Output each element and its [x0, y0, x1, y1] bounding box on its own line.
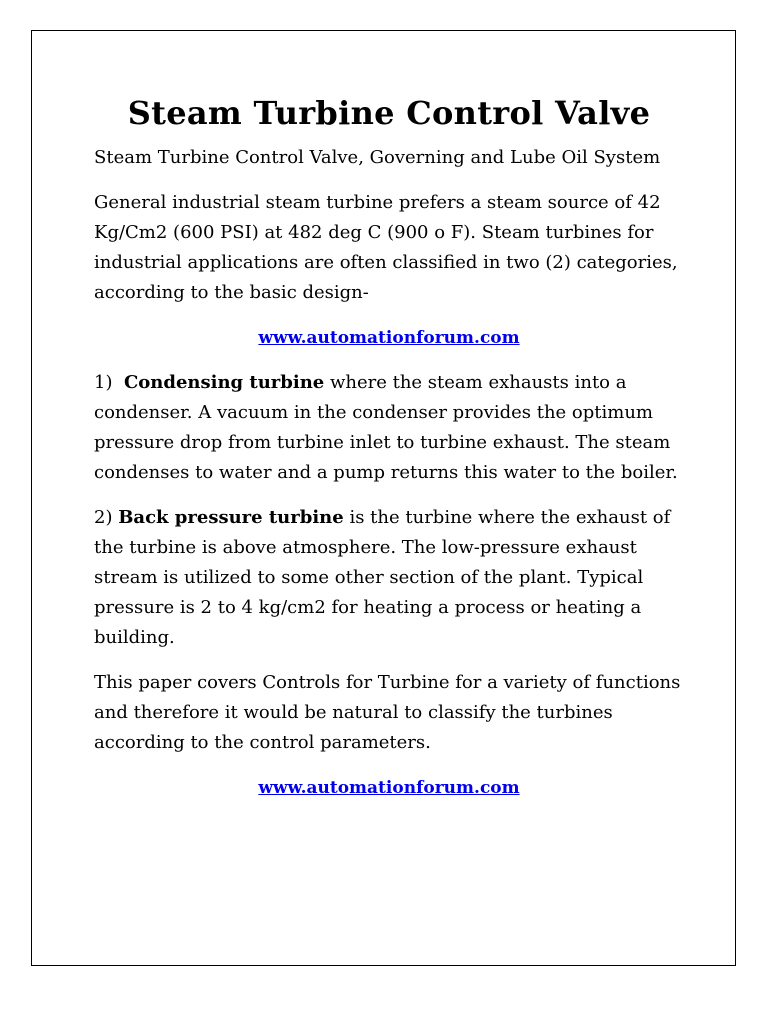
link-container [94, 323, 684, 353]
closing-paragraph: This paper covers Controls for Turbine for a variety of functions and therefore it would be natural to classify the turbines according to the control parameters. [94, 672, 681, 753]
condensing-turbine-text: where the steam exhausts into a condenser. A vacuum in the condenser provides the optimum pressure drop from turbine inlet to turbine exhaust. The steam condenses to water and a pump returns this water to the boiler. [94, 372, 678, 483]
term-condensing-turbine: Condensing turbine [123, 372, 325, 393]
intro-paragraph: General industrial steam turbine prefers a steam source of 42 Kg/Cm2 (600 PSI) at 482 deg C (900 o F). Steam turbines for industrial applications are often classified in two (2) categories, according to the basic design- [94, 192, 678, 303]
link-container-2 [94, 773, 684, 803]
item-number: 1) [94, 372, 113, 393]
automationforum-link-2[interactable]: www.automationforum.com [258, 778, 520, 798]
condensing-turbine-paragraph [94, 368, 684, 488]
back-pressure-turbine-text: is the turbine where the exhaust of the turbine is above atmosphere. The low-pressure exhaust stream is utilized to some other section of the plant. Typical pressure is 2 to 4 kg/cm2 for heating a process or heating a building. [94, 507, 671, 648]
item-number: 2) [94, 507, 113, 528]
back-pressure-turbine-paragraph [94, 503, 684, 653]
document-subtitle: Steam Turbine Control Valve, Governing and Lube Oil System [94, 147, 661, 168]
automationforum-link[interactable]: www.automationforum.com [258, 328, 520, 348]
document-title: Steam Turbine Control Valve [127, 94, 651, 132]
document-body [94, 93, 684, 803]
term-back-pressure-turbine: Back pressure turbine [118, 507, 344, 528]
document-page [31, 30, 736, 966]
